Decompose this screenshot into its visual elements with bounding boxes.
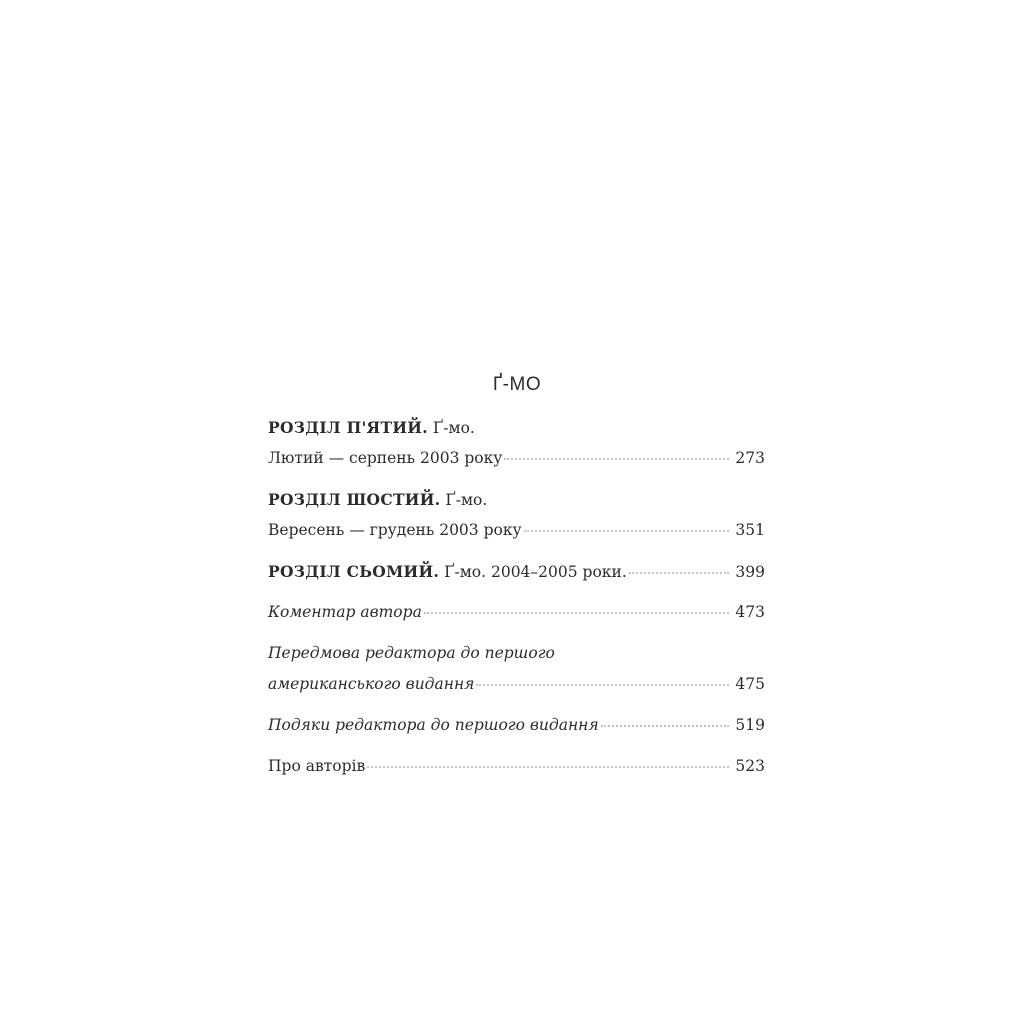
page-title: Ґ-МО — [492, 374, 542, 395]
dot-leader — [524, 530, 730, 532]
toc-entry-chapter-6-heading — [268, 490, 765, 514]
page-number: 475 — [735, 675, 765, 693]
toc-entry-chapter-5-heading — [268, 418, 765, 442]
dot-leader — [476, 684, 729, 686]
toc-entry-chapter-6[interactable] — [268, 521, 765, 545]
toc-entry-chapter-7[interactable] — [268, 562, 765, 586]
toc-entry-text: Про авторів — [268, 757, 366, 775]
dot-leader — [367, 766, 729, 768]
page-number: 519 — [735, 716, 765, 734]
toc-entry-author-commentary[interactable] — [268, 603, 765, 627]
page-number: 473 — [735, 603, 765, 621]
toc-entry-text: Подяки редактора до першого видання — [268, 716, 599, 734]
chapter-heading: РОЗДІЛ ШОСТИЙ. — [268, 490, 441, 509]
page-number: 399 — [735, 563, 765, 581]
table-of-contents — [268, 418, 765, 781]
toc-entry-editor-foreword[interactable] — [268, 675, 765, 699]
dot-leader — [601, 725, 730, 727]
page-number: 523 — [735, 757, 765, 775]
dot-leader — [424, 612, 730, 614]
chapter-heading: РОЗДІЛ П'ЯТИЙ. — [268, 418, 428, 437]
chapter-subtitle: Ґ-мо. — [440, 491, 488, 509]
toc-entry-text: Коментар автора — [268, 603, 422, 621]
toc-entry-text: американського видання — [268, 675, 475, 693]
chapter-subtitle: Ґ-мо. — [427, 419, 475, 437]
dot-leader — [629, 572, 730, 574]
toc-entry-editor-foreword-line1 — [268, 644, 765, 668]
toc-entry-text: Передмова редактора до першого — [268, 644, 555, 662]
toc-entry-editor-acknowledgments[interactable] — [268, 716, 765, 740]
toc-entry-about-authors[interactable] — [268, 757, 765, 781]
toc-entry-text: Лютий — серпень 2003 року — [268, 449, 503, 467]
page-number: 351 — [735, 521, 765, 539]
dot-leader — [504, 458, 729, 460]
page-number: 273 — [735, 449, 765, 467]
chapter-subtitle: Ґ-мо. 2004–2005 роки. — [439, 563, 627, 581]
chapter-heading: РОЗДІЛ СЬОМИЙ. — [268, 562, 440, 581]
toc-entry-chapter-5[interactable] — [268, 449, 765, 473]
toc-entry-text: Вересень — грудень 2003 року — [268, 521, 522, 539]
